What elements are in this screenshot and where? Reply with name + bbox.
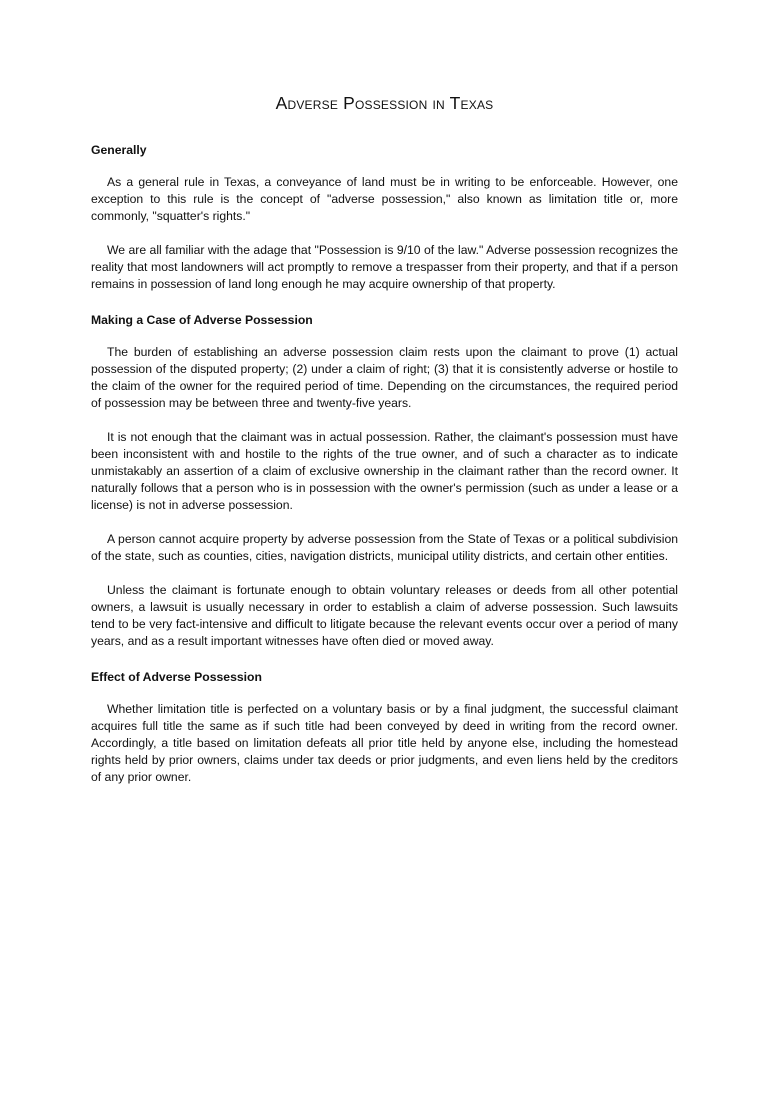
- section-heading-making-a-case: Making a Case of Adverse Possession: [91, 313, 313, 327]
- document-page: [0, 92, 768, 1116]
- paragraph: The burden of establishing an adverse possession claim rests upon the claimant to prove (1) actual possession of the disputed property; (2) under a claim of right; (3) that it is consistently adverse or hostile to the claim of the owner for the required period of time. Depending on the circumstances, the required period of possession may be between three and twenty-five years.: [91, 345, 678, 410]
- paragraph: It is not enough that the claimant was in actual possession. Rather, the claimant's possession must have been inconsistent with and hostile to the rights of the true owner, and of such a character as to indicate unmistakably an assertion of a claim of exclusive ownership in the claimant rather than the record owner. It naturally follows that a person who is in possession with the owner's permission (such as under a lease or a license) is not in adverse possession.: [91, 430, 678, 512]
- paragraph: A person cannot acquire property by adverse possession from the State of Texas or a political subdivision of the state, such as counties, cities, navigation districts, municipal utility districts, and certain other entities.: [91, 532, 678, 563]
- paragraph: We are all familiar with the adage that "Possession is 9/10 of the law." Adverse possession recognizes the reality that most landowners will act promptly to remove a trespasser from their property, and that if a person remains in possession of land long enough he may acquire ownership of that property.: [91, 243, 678, 291]
- section-heading-generally: Generally: [91, 143, 147, 157]
- document-title: Adverse Possession in Texas: [275, 93, 494, 113]
- paragraph: Whether limitation title is perfected on a voluntary basis or by a final judgment, the successful claimant acquires full title the same as if such title had been conveyed by deed in writing from the record owner. Accordingly, a title based on limitation defeats all prior title held by anyone else, including the homestead rights held by prior owners, claims under tax deeds or prior judgments, and even liens held by the creditors of any prior owner.: [91, 702, 678, 784]
- section-heading-effect: Effect of Adverse Possession: [91, 670, 262, 684]
- paragraph: Unless the claimant is fortunate enough to obtain voluntary releases or deeds from all other potential owners, a lawsuit is usually necessary in order to establish a claim of adverse possession. Such lawsuits tend to be very fact-intensive and difficult to litigate because the relevant events occur over a period of many years, and as a result important witnesses have often died or moved away.: [91, 583, 678, 648]
- paragraph: As a general rule in Texas, a conveyance of land must be in writing to be enforceable. However, one exception to this rule is the concept of "adverse possession," also known as limitation title or, more commonly, "squatter's rights.": [91, 175, 678, 223]
